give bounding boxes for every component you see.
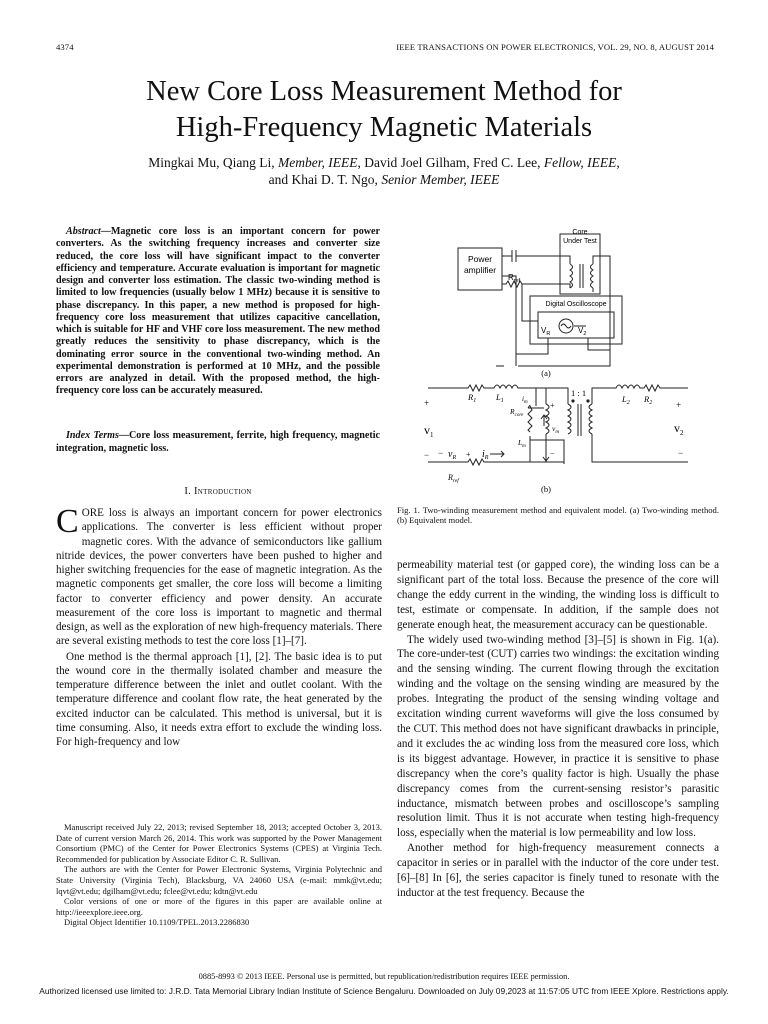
footnote-manuscript: Manuscript received July 22, 2013; revised September 18, 2013; accepted October 3, 2013. Date of current version March 26, 2014. This work was supported by the Power Management Consortium (PMC) of the Center for Power Electronics Systems (CPES) at Virginia Tech. Recommended for publication by Associate Editor C. R. Sullivan. xyxy=(56,822,382,864)
vr-label: $V_R$ xyxy=(541,326,551,337)
v1-label: $v_1$ xyxy=(424,423,434,439)
author-role: Member, IEEE xyxy=(278,155,358,170)
page-number: 4374 xyxy=(56,42,74,52)
title-line-1: New Core Loss Measurement Method for xyxy=(146,76,622,107)
l1-label: $L_1$ xyxy=(496,392,504,404)
abstract-label: Abstract xyxy=(66,226,101,237)
right-column-body xyxy=(397,558,719,901)
license-line: Authorized licensed use limited to: J.R.D. Tata Memorial Library Indian Institute of Science Bengaluru. Downloaded on July 09,2023 at 11:57:05 UTC from IEEE Xplore. Restrictions apply. xyxy=(39,986,729,996)
plus-sign: + xyxy=(424,398,430,408)
author-text: , David Joel Gilham, Fred C. Lee, xyxy=(357,155,544,170)
plus-sign: + xyxy=(550,401,555,410)
minus-sign: − xyxy=(678,448,684,458)
footnote-color: Color versions of one or more of the figures in this paper are available online at http://ieeexplore.ieee.org. xyxy=(56,896,382,917)
footnote xyxy=(56,822,382,928)
core-label-2: Under Test xyxy=(563,238,597,245)
label-a: (a) xyxy=(541,368,551,378)
minus-sign: − xyxy=(550,449,555,458)
minus-sign: − xyxy=(438,448,444,458)
minus-sign: − xyxy=(424,450,430,460)
journal-header: IEEE TRANSACTIONS ON POWER ELECTRONICS, VOL. 29, NO. 8, AUGUST 2014 xyxy=(396,42,714,52)
core-label-1: Core xyxy=(572,229,588,236)
author-role: Senior Member, IEEE xyxy=(381,172,500,187)
copyright-line: 0885-8993 © 2013 IEEE. Personal use is permitted, but republication/redistribution requires IEEE permission. xyxy=(198,972,570,981)
im-label: $i_m$ xyxy=(522,395,528,405)
l2-label: $L_2$ xyxy=(622,394,630,406)
abstract-text: —Magnetic core loss is an important concern for power converters. As the switching frequency increases and converter size reduced, the core loss will have significant impact to the converter efficiency and temperature. Accurate evaluation is important for magnetic design and converter loss estimation. The classic two-winding method is limited to low frequencies (usually below 1 MHz) because it is sensitive to phase discrepancy. In this paper, a new method is proposed for high-frequency core loss measurement that utilizes capacitive cancellation, which is suitable for HF and VHF core loss measurement. The new method greatly reduces the sensitivity to phase discrepancy, which is the dominating error source in the conventional two-winding method. An experimental demonstration is performed at 10 MHz, and the possible errors are analyzed in detail. With the proposed method, the high-frequency core loss can be accurately measured. xyxy=(56,226,380,397)
turns-ratio: 1 : 1 xyxy=(571,388,587,398)
figure-1 xyxy=(398,226,720,502)
footnote-doi: Digital Object Identifier 10.1109/TPEL.2013.2286830 xyxy=(64,917,250,928)
index-terms-text: —Core loss measurement, ferrite, high frequency, magnetic integration, magnetic loss. xyxy=(56,430,380,454)
r1-label: $R_1$ xyxy=(468,392,477,404)
vm-label: $v_m$ xyxy=(552,424,559,435)
body-paragraph: The widely used two-winding method [3]–[5] is shown in Fig. 1(a). The core-under-test (CUT) carries two windings: the excitation winding and the sensing winding. The current flowing through the excitation winding and the voltage on the sensing winding are measured by the probes. Integrating the product of the sensing winding voltage and excitation winding current waveforms will give the loss consumed by the CUT. This method does not have significant drawbacks in principle, and it excludes the ac winding loss from the measured core loss, which is its biggest advantage. However, in practice it is sensitive to phase discrepancy when the core’s quality factor is high. Usually the phase discrepancy comes from the current-sensing resistor’s parasitic inductance, mismatch between probes and oscilloscope’s sampling resolution limit. Thus it is not accurate when testing high-frequency loss, especially when the material is low permeability and low loss. xyxy=(397,633,719,840)
author-list xyxy=(0,154,768,188)
amp-label-2: amplifier xyxy=(463,265,497,275)
v2-label: $V_2$ xyxy=(578,326,587,337)
plus-sign: + xyxy=(466,450,471,459)
author-text: and Khai D. T. Ngo, xyxy=(268,172,382,187)
oscilloscope-label: Digital Oscilloscope xyxy=(545,301,607,308)
amp-label-1: Power xyxy=(467,254,493,264)
rref-label: $R_{ref}$ xyxy=(508,273,521,284)
figure-caption: Fig. 1. Two-winding measurement method and equivalent model. (a) Two-winding method. (b) Equivalent model. xyxy=(397,505,719,526)
intro-text: ORE loss is always an important concern for power electronics applications. The converter is less efficient without proper magnetic cores. With the advance of semiconductors like gallium nitride devices, the power converters have been pushed to higher and higher switching frequencies for the ease of magnetic integration. As the magnetic components get smaller, the core loss will become a limiting factor to converter efficiency and power density. An accurate measurement of the core loss is important to magnetic and thermal design, as well as the exploration of new high-frequency materials. There are several existing methods to test the core loss [1]–[7]. xyxy=(56,507,382,648)
rref-b-label: $R_{ref}$ xyxy=(448,473,459,484)
r2-label: $R_2$ xyxy=(644,394,653,406)
footnote-affiliation: The authors are with the Center for Power Electronic Systems, Virginia Polytechnic and State University (Virginia Tech), Blacksburg, VA 24060 USA (e-mail: mmk@vt.edu; lqvt@vt.edu; dgilham@vt.edu; fclee@vt.edu; kdtn@vt.edu xyxy=(56,864,382,896)
v2b-label: $v_2$ xyxy=(674,421,684,437)
ir-label: $i_R$ xyxy=(482,449,489,461)
label-b: (b) xyxy=(541,484,551,494)
title-line-2: High-Frequency Magnetic Materials xyxy=(175,112,593,143)
intro-paragraph xyxy=(56,503,382,649)
section-number: I. xyxy=(184,486,194,497)
vr-b-label: $v_R$ xyxy=(448,449,457,461)
abstract xyxy=(56,226,380,398)
index-terms xyxy=(56,430,380,455)
lm-label: $L_m$ xyxy=(518,438,526,449)
index-terms-label: Index Terms xyxy=(66,430,119,441)
intro-paragraph: One method is the thermal approach [1], [2]. The basic idea is to put the wound core in the thermally isolated chamber and measure the temperature difference between the inlet and outlet coolant. With the temperature difference and coolant flow rate, the heat generated by the excited inductor can be calculated. This method is universal, but it is time consuming. Also, it needs extra effort to exclude the winding loss. For high-frequency and low xyxy=(56,650,382,748)
author-text: Mingkai Mu, Qiang Li, xyxy=(148,155,279,170)
paper-title xyxy=(0,74,768,146)
rcore-label: $R_{core}$ xyxy=(510,407,524,418)
body-paragraph: Another method for high-frequency measurement connects a capacitor in series or in parallel with the inductor of the core under test. [6]–[8] In [6], the series capacitor is finely tuned to resonate with the inductor at the test frequency. Because the xyxy=(397,842,719,899)
section-title: Introduction xyxy=(194,486,252,497)
author-text: , xyxy=(616,155,620,170)
author-role: Fellow, IEEE xyxy=(543,155,617,170)
introduction-body xyxy=(56,503,382,749)
plus-sign: + xyxy=(676,400,682,410)
body-paragraph: permeability material test (or gapped core), the winding loss can be a significant part of the total loss. Because the presence of the core will change the eddy current in the winding, the winding loss is difficult to test, estimate or compensate. In addition, if the sample does not generate enough heat, the measurement accuracy can be questionable. xyxy=(397,559,719,631)
drop-cap: C xyxy=(56,503,79,540)
section-heading xyxy=(56,486,380,497)
